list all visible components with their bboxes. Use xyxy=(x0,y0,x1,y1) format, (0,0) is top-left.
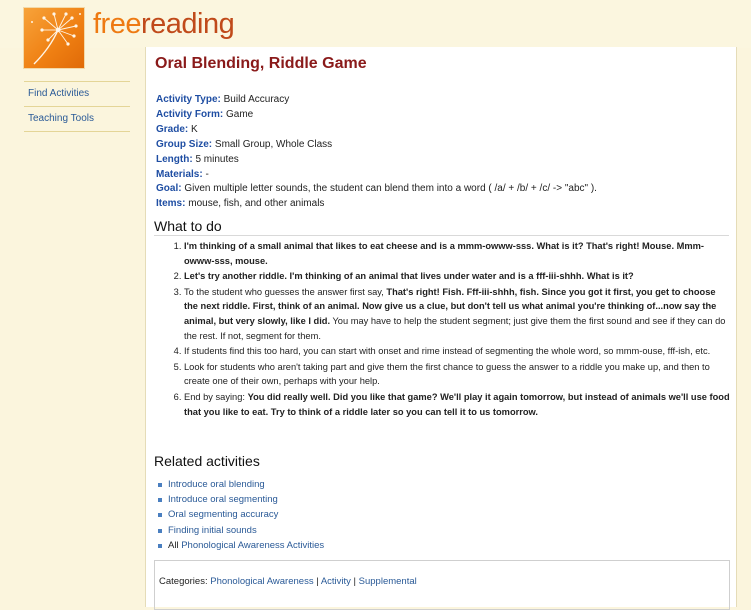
step-item xyxy=(184,344,732,359)
step-script-text: That's right! Fish. Fff-iii-shhh, fish. Since you got it first, you get to choose the next riddle. First, think of an animal. Now give us a clue, but don't tell us what animal you're thinking of...now say the animal, but very slowly, like I did. xyxy=(184,286,717,326)
category-links xyxy=(210,576,417,587)
meta-value: Given multiple letter sounds, the student can blend them into a word ( /a/ + /b/ + /c/ -> "abc" ). xyxy=(184,183,597,195)
step-item xyxy=(184,239,732,268)
related-activity-item xyxy=(158,538,324,553)
category-separator: | xyxy=(313,576,321,587)
category-separator: | xyxy=(350,576,359,587)
meta-items xyxy=(156,197,597,212)
related-prefix: All xyxy=(168,539,182,551)
steps-list xyxy=(168,239,732,420)
category-link[interactable]: Activity xyxy=(320,576,351,587)
step-item xyxy=(184,269,732,284)
meta-value: - xyxy=(205,168,209,180)
divider xyxy=(24,131,130,132)
sidebar xyxy=(24,81,130,132)
page-title: Oral Blending, Riddle Game xyxy=(155,55,367,72)
brand-free: free xyxy=(93,8,141,40)
activity-details xyxy=(156,93,597,212)
meta-value: K xyxy=(191,123,198,135)
step-item xyxy=(184,390,732,419)
meta-key: Materials: xyxy=(156,168,203,180)
meta-key: Group Size: xyxy=(156,138,213,150)
related-activity-item xyxy=(158,523,324,538)
sidebar-item-teaching-tools[interactable]: Teaching Tools xyxy=(28,113,94,124)
sidebar-item-find-activities[interactable]: Find Activities xyxy=(28,88,90,99)
step-text: Look for students who aren't taking part and give them the first chance to guess the answer to a riddle you make up, and then to create one of their own, perhaps with your help. xyxy=(184,361,710,387)
categories-box xyxy=(154,560,730,610)
meta-key: Items: xyxy=(156,198,186,210)
category-link[interactable]: Supplemental xyxy=(358,576,417,587)
meta-goal xyxy=(156,182,597,197)
meta-grade xyxy=(156,123,597,138)
logo[interactable] xyxy=(24,8,84,68)
meta-materials xyxy=(156,168,597,183)
brand-reading: reading xyxy=(140,8,235,40)
divider xyxy=(154,235,729,236)
meta-key: Activity Form: xyxy=(156,108,224,120)
step-script-text: I'm thinking of a small animal that likes to eat cheese and is a mmm-owww-sss. What is it? That's right! Mouse. Mmm-owww-sss, mouse. xyxy=(184,241,704,266)
meta-value: 5 minutes xyxy=(195,153,239,165)
meta-group-size xyxy=(156,138,597,153)
meta-value: Build Accuracy xyxy=(223,94,290,105)
related-activity-item xyxy=(158,507,324,522)
meta-activity-type xyxy=(156,93,597,108)
dandelion-icon xyxy=(24,8,84,68)
step-text: To the student who guesses the answer first say, xyxy=(184,286,387,297)
meta-value: Game xyxy=(226,108,254,120)
step-item xyxy=(184,360,732,389)
related-activities-heading: Related activities xyxy=(154,453,260,469)
meta-length xyxy=(156,153,597,168)
related-activity-link[interactable]: Finding initial sounds xyxy=(168,524,257,536)
meta-key: Goal: xyxy=(156,183,182,195)
meta-value: mouse, fish, and other animals xyxy=(188,198,325,210)
site-brand[interactable] xyxy=(93,8,234,41)
meta-key: Activity Type: xyxy=(156,94,221,105)
what-to-do-heading: What to do xyxy=(154,218,222,234)
related-activity-item xyxy=(158,477,324,492)
step-text: If students find this too hard, you can start with onset and rime instead of segmenting the whole word, so mmm-ouse, fff-ish, etc. xyxy=(184,346,711,357)
step-script-text: You did really well. Did you like that game? We'll play it again tomorrow, but instead of animals we'll use food that you like to eat. Try to think of a riddle later so you can tell it to us tomorrow. xyxy=(184,391,730,417)
related-activities-list xyxy=(158,477,324,553)
related-activity-link[interactable]: Phonological Awareness Activities xyxy=(181,539,325,551)
categories-label: Categories: xyxy=(159,576,211,587)
category-link[interactable]: Phonological Awareness xyxy=(210,576,314,587)
related-activity-link[interactable]: Introduce oral blending xyxy=(168,479,265,490)
step-script-text: Let's try another riddle. I'm thinking of an animal that lives under water and is a fff-iii-shhh. What is it? xyxy=(184,271,634,282)
related-activity-link[interactable]: Oral segmenting accuracy xyxy=(168,509,279,521)
main-content xyxy=(145,47,737,607)
meta-key: Length: xyxy=(156,153,193,165)
related-activity-link[interactable]: Introduce oral segmenting xyxy=(168,494,278,506)
step-item xyxy=(184,285,732,343)
meta-value: Small Group, Whole Class xyxy=(214,138,333,150)
meta-key: Grade: xyxy=(156,123,189,135)
meta-activity-form xyxy=(156,108,597,123)
step-text: End by saying: xyxy=(184,391,248,402)
related-activity-item xyxy=(158,492,324,507)
step-text: You may have to help the student segment; just give them the first sound and see if they can do the rest. If not, segment for them. xyxy=(184,315,726,341)
